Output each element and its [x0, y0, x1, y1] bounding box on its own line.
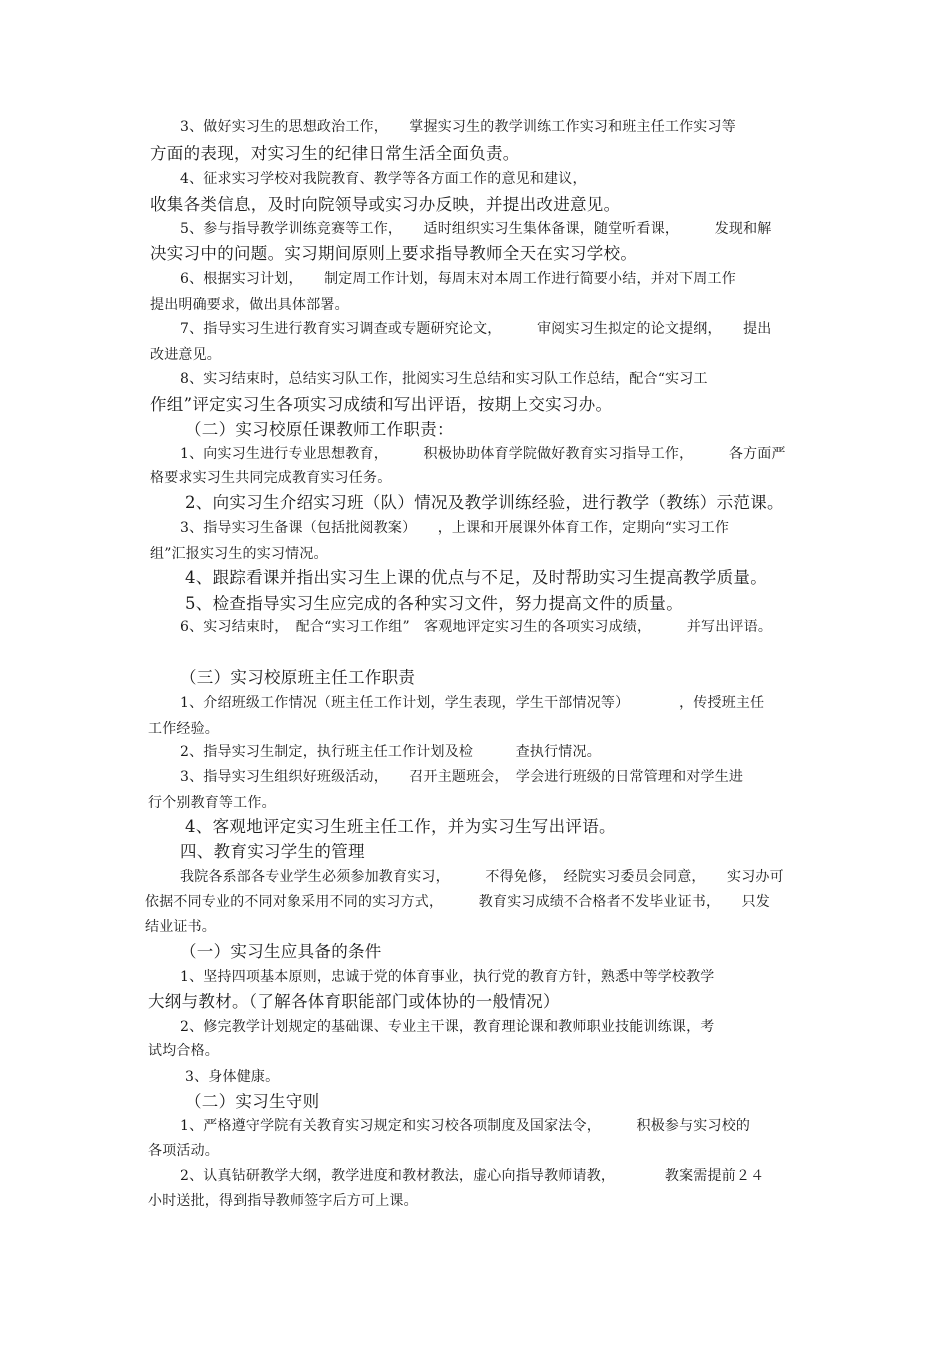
section-heading: （一）实习生应具备的条件: [180, 942, 382, 961]
text-line: 2、指导实习生制定，执行班主任工作计划及检 查执行情况。: [180, 744, 601, 760]
text-line: 大纲与教材。（了解各体育职能部门或体协的一般情况）: [148, 992, 560, 1011]
text-line: 1、坚持四项基本原则，忠诚于党的体育事业，执行党的教育方针，熟悉中等学校教学: [180, 969, 715, 985]
text-line: 我院各系部各专业学生必须参加教育实习， 不得免修， 经院实习委员会同意， 实习办可: [180, 869, 784, 885]
text-line: 4、跟踪看课并指出实习生上课的优点与不足，及时帮助实习生提高教学质量。: [185, 568, 767, 587]
section-heading: （三）实习校原班主任工作职责: [180, 668, 416, 687]
text-line: 5、检查指导实习生应完成的各种实习文件，努力提高文件的质量。: [185, 594, 683, 613]
text-line: 改进意见。: [150, 347, 221, 363]
text-line: 行个别教育等工作。: [148, 795, 276, 811]
text-line: 2、向实习生介绍实习班（队）情况及教学训练经验，进行教学（教练）示范课。: [185, 493, 784, 512]
text-line: 小时送批，得到指导教师签字后方可上课。: [148, 1193, 418, 1209]
text-line: 依据不同专业的不同对象采用不同的实习方式， 教育实习成绩不合格者不发毕业证书， 只发: [145, 894, 770, 910]
text-line: 结业证书。: [145, 919, 216, 935]
text-line: 6、根据实习计划， 制定周工作计划，每周末对本周工作进行简要小结，并对下周工作: [180, 271, 736, 287]
text-line: 2、修完教学计划规定的基础课、专业主干课，教育理论课和教师职业技能训练课，考: [180, 1019, 715, 1035]
text-line: 组”汇报实习生的实习情况。: [150, 546, 328, 562]
text-line: 工作经验。: [148, 721, 219, 737]
text-line: 4、客观地评定实习生班主任工作，并为实习生写出评语。: [185, 817, 616, 836]
section-heading: （二）实习校原任课教师工作职责：: [185, 420, 454, 439]
text-line: 作组”评定实习生各项实习成绩和写出评语，按期上交实习办。: [150, 395, 613, 414]
text-line: 提出明确要求，做出具体部署。: [150, 297, 349, 313]
text-line: 各项活动。: [148, 1143, 219, 1159]
text-line: 1、向实习生进行专业思想教育， 积极协助体育学院做好教育实习指导工作， 各方面严: [180, 446, 786, 462]
text-line: 7、指导实习生进行教育实习调查或专题研究论文， 审阅实习生拟定的论文提纲， 提出: [180, 321, 772, 337]
text-line: 8、实习结束时，总结实习队工作，批阅实习生总结和实习队工作总结，配合“实习工: [180, 371, 708, 387]
section-heading: 四、教育实习学生的管理: [180, 842, 365, 861]
text-line: 格要求实习生共同完成教育实习任务。: [150, 470, 392, 486]
text-line: 5、参与指导教学训练竞赛等工作， 适时组织实习生集体备课，随堂听看课， 发现和解: [180, 221, 772, 237]
text-line: 2、认真钻研教学大纲，教学进度和教材教法，虚心向指导教师请教， 教案需提前２４: [180, 1168, 765, 1184]
text-line: 3、指导实习生备课（包括批阅教案） ，上课和开展课外体育工作，定期向“实习工作: [180, 520, 730, 536]
text-line: 决实习中的问题。实习期间原则上要求指导教师全天在实习学校。: [150, 244, 638, 263]
text-line: 收集各类信息，及时向院领导或实习办反映，并提出改进意见。: [150, 195, 621, 214]
text-line: 3、身体健康。: [185, 1069, 280, 1085]
section-heading: （二）实习生守则: [185, 1092, 320, 1111]
text-line: 1、介绍班级工作情况（班主任工作计划，学生表现，学生干部情况等） ，传授班主任: [180, 695, 765, 711]
text-line: 1、严格遵守学院有关教育实习规定和实习校各项制度及国家法令， 积极参与实习校的: [180, 1118, 751, 1134]
text-line: 6、实习结束时， 配合“实习工作组” 客观地评定实习生的各项实习成绩， 并写出评语。: [180, 619, 773, 635]
text-line: 方面的表现，对实习生的纪律日常生活全面负责。: [150, 144, 520, 163]
text-line: 4、征求实习学校对我院教育、教学等各方面工作的意见和建议，: [180, 171, 587, 187]
text-line: 3、指导实习生组织好班级活动， 召开主题班会， 学会进行班级的日常管理和对学生进: [180, 769, 744, 785]
text-line: 3、做好实习生的思想政治工作， 掌握实习生的教学训练工作实习和班主任工作实习等: [180, 119, 736, 135]
text-line: 试均合格。: [148, 1043, 219, 1059]
